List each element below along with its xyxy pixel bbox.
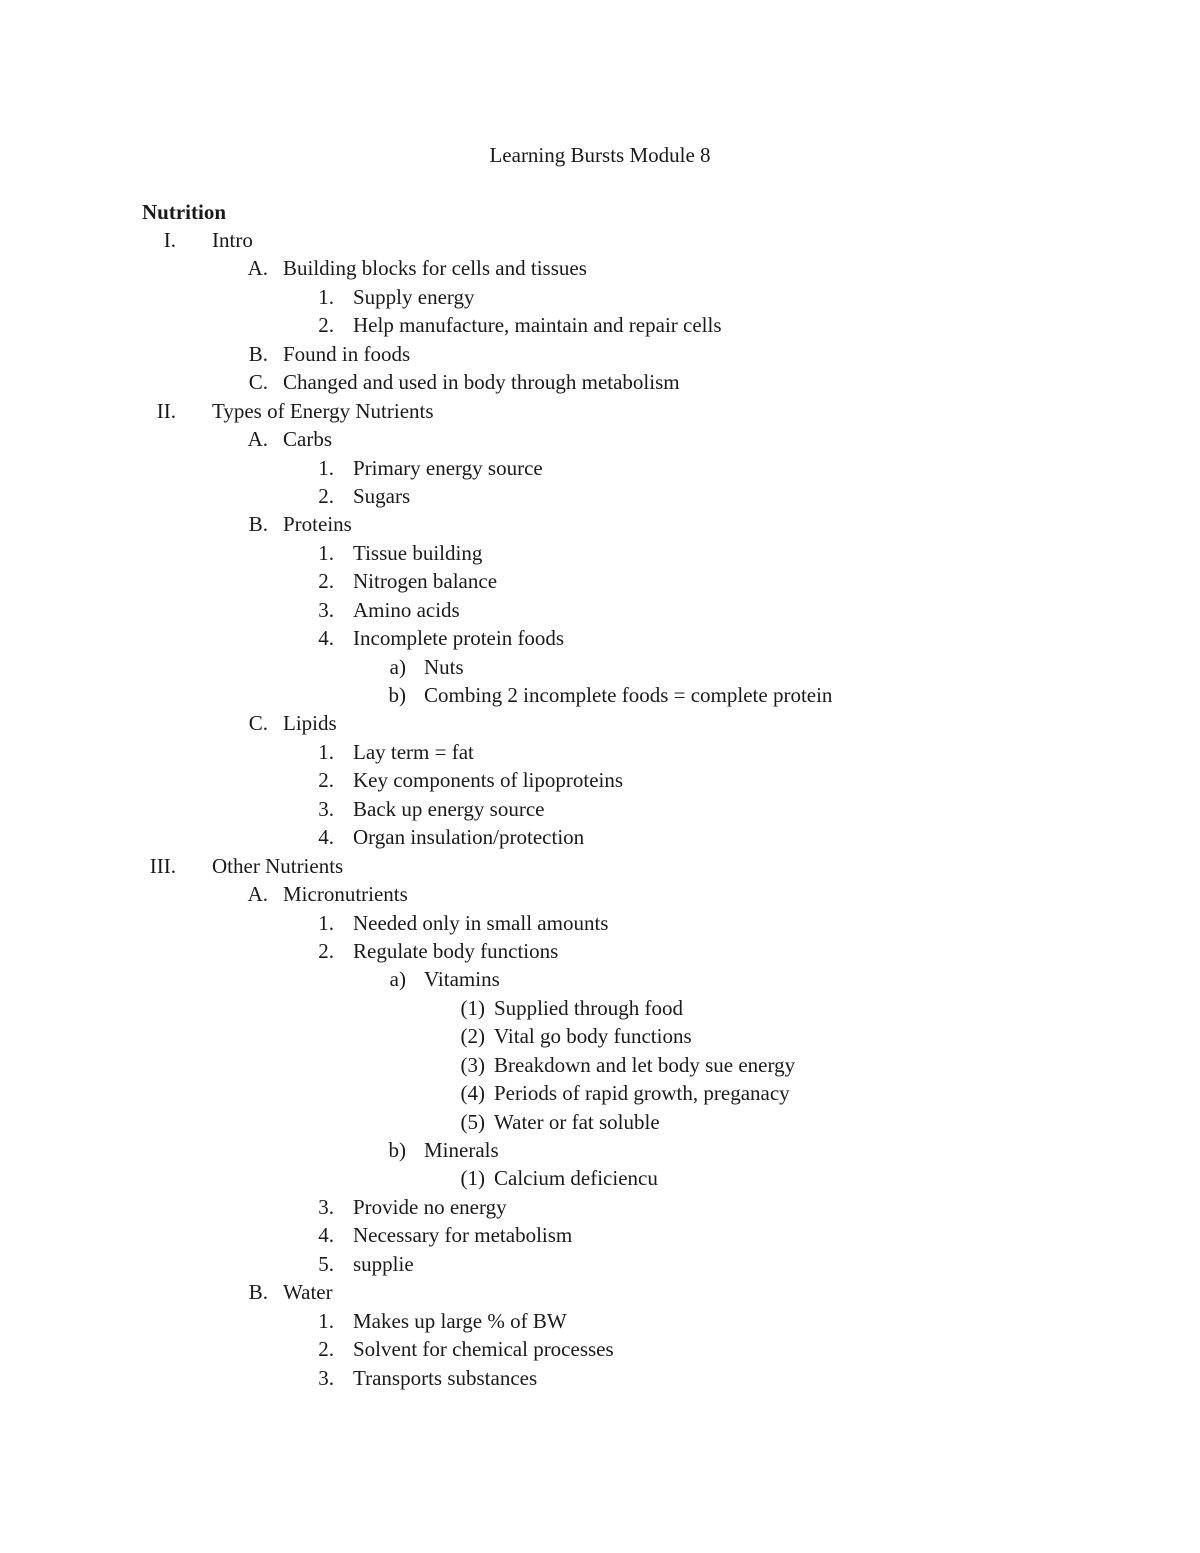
outline-marker: 2.	[318, 313, 334, 338]
outline-text: Help manufacture, maintain and repair cells	[353, 313, 722, 338]
outline-marker: 1.	[318, 455, 334, 480]
outline-text: Necessary for metabolism	[353, 1223, 573, 1248]
outline-item	[0, 823, 1200, 851]
outline-item	[0, 454, 1200, 482]
outline-item	[0, 681, 1200, 709]
outline-item	[0, 539, 1200, 567]
outline-item	[0, 937, 1200, 965]
outline-marker: 4.	[318, 626, 334, 651]
outline-item	[0, 368, 1200, 396]
outline-item	[0, 226, 1200, 254]
outline-item	[0, 283, 1200, 311]
outline-item	[0, 596, 1200, 624]
outline-text: Nuts	[424, 654, 464, 679]
outline-text: Proteins	[283, 512, 352, 537]
outline-text: Primary energy source	[353, 455, 543, 480]
outline-marker: (1)	[460, 1166, 485, 1191]
outline-text: Supply energy	[353, 284, 475, 309]
outline-item	[0, 482, 1200, 510]
outline-item	[0, 254, 1200, 282]
outline-item	[0, 1221, 1200, 1249]
outline-marker: A.	[247, 882, 268, 907]
outline-text: Lay term = fat	[353, 739, 474, 764]
outline-marker: A.	[247, 256, 268, 281]
outline-text: Changed and used in body through metabolism	[283, 370, 680, 395]
outline-marker: 1.	[318, 910, 334, 935]
section-heading: Nutrition	[142, 200, 226, 224]
outline-item	[0, 795, 1200, 823]
outline-marker: B.	[248, 1280, 268, 1305]
outline-marker: C.	[248, 370, 268, 395]
outline-marker: 1.	[318, 540, 334, 565]
outline-item	[0, 1164, 1200, 1192]
outline-marker: (4)	[460, 1081, 485, 1106]
outline-text: Types of Energy Nutrients	[212, 398, 434, 423]
outline-marker: 1.	[318, 739, 334, 764]
outline-marker: B.	[248, 341, 268, 366]
outline-marker: C.	[248, 711, 268, 736]
outline-item	[0, 653, 1200, 681]
outline-marker: a)	[389, 654, 406, 679]
outline-text: Needed only in small amounts	[353, 910, 609, 935]
outline-text: Back up energy source	[353, 796, 545, 821]
outline-item	[0, 1051, 1200, 1079]
outline-item	[0, 909, 1200, 937]
outline-item	[0, 738, 1200, 766]
outline-item	[0, 1335, 1200, 1363]
outline-text: Micronutrients	[283, 882, 408, 907]
outline-item	[0, 994, 1200, 1022]
outline-text: Sugars	[353, 483, 411, 508]
outline-marker: 3.	[318, 597, 334, 622]
outline-text: Combing 2 incomplete foods = complete protein	[424, 683, 833, 707]
outline-text: Provide no energy	[353, 1194, 507, 1219]
outline-marker: (2)	[460, 1024, 485, 1049]
outline-item	[0, 567, 1200, 595]
outline-item	[0, 1022, 1200, 1050]
outline-marker: (1)	[460, 995, 485, 1020]
outline-item	[0, 340, 1200, 368]
outline-marker: 5.	[318, 1251, 334, 1276]
outline-text: Incomplete protein foods	[353, 626, 565, 651]
outline-marker: 3.	[318, 1194, 334, 1219]
outline-text: Transports substances	[353, 1365, 538, 1390]
outline-text: Vital go body functions	[494, 1024, 692, 1049]
outline-text: Makes up large % of BW	[353, 1308, 567, 1333]
outline-item	[0, 852, 1200, 880]
outline-item	[0, 311, 1200, 339]
outline-marker: 2.	[318, 1337, 334, 1362]
outline-marker: II.	[156, 398, 176, 423]
outline-text: Periods of rapid growth, preganacy	[494, 1081, 790, 1106]
outline-item	[0, 965, 1200, 993]
outline-marker: 2.	[318, 483, 334, 508]
outline-marker: 1.	[318, 1308, 334, 1333]
outline-marker: I.	[163, 228, 176, 252]
outline-text: Calcium deficiencu	[494, 1166, 658, 1191]
outline-item	[0, 1307, 1200, 1335]
outline-text: Building blocks for cells and tissues	[283, 256, 587, 281]
outline-item	[0, 1079, 1200, 1107]
outline-item	[0, 1250, 1200, 1278]
outline-item	[0, 880, 1200, 908]
outline-marker: 2.	[318, 938, 334, 963]
outline-item	[0, 510, 1200, 538]
outline-marker: B.	[248, 512, 268, 537]
outline-marker: 2.	[318, 768, 334, 793]
outline-marker: 1.	[318, 284, 334, 309]
outline-marker: 3.	[318, 796, 334, 821]
outline-text: Solvent for chemical processes	[353, 1337, 614, 1362]
outline-text: Intro	[212, 228, 253, 252]
outline-text: supplie	[353, 1251, 414, 1276]
outline-item	[0, 1136, 1200, 1164]
outline-item	[0, 709, 1200, 737]
outline-item	[0, 624, 1200, 652]
outline-text: Organ insulation/protection	[353, 825, 585, 850]
outline-text: Supplied through food	[494, 995, 683, 1020]
outline-text: Nitrogen balance	[353, 569, 498, 594]
outline-text: Breakdown and let body sue energy	[494, 1052, 796, 1077]
outline-text: Carbs	[283, 427, 332, 452]
outline-text: Other Nutrients	[212, 853, 344, 878]
outline-marker: 4.	[318, 1223, 334, 1248]
outline-item	[0, 1108, 1200, 1136]
outline-item	[0, 1364, 1200, 1392]
outline-text: Minerals	[424, 1138, 499, 1162]
outline-item	[0, 397, 1200, 425]
outline-marker: 3.	[318, 1365, 334, 1390]
outline-item	[0, 1193, 1200, 1221]
page-title: Learning Bursts Module 8	[489, 143, 711, 167]
outline-item	[0, 425, 1200, 453]
outline-text: Found in foods	[283, 341, 411, 366]
outline-text: Vitamins	[424, 967, 500, 992]
outline-text: Water	[283, 1280, 333, 1305]
outline-marker: b)	[388, 1138, 406, 1162]
outline-marker: (5)	[460, 1109, 485, 1134]
outline-marker: a)	[389, 967, 406, 992]
outline-marker: (3)	[460, 1052, 485, 1077]
outline-marker: 4.	[318, 825, 334, 850]
outline-marker: A.	[247, 427, 268, 452]
outline-list	[0, 226, 1200, 1392]
outline-marker: 2.	[318, 569, 334, 594]
outline-text: Lipids	[283, 711, 337, 736]
outline-marker: III.	[149, 853, 176, 878]
outline-text: Tissue building	[353, 540, 483, 565]
outline-marker: b)	[388, 683, 406, 707]
outline-item	[0, 1278, 1200, 1306]
outline-item	[0, 766, 1200, 794]
outline-text: Regulate body functions	[353, 938, 559, 963]
outline-text: Water or fat soluble	[494, 1109, 660, 1134]
outline-text: Key components of lipoproteins	[353, 768, 624, 793]
outline-text: Amino acids	[353, 597, 460, 622]
